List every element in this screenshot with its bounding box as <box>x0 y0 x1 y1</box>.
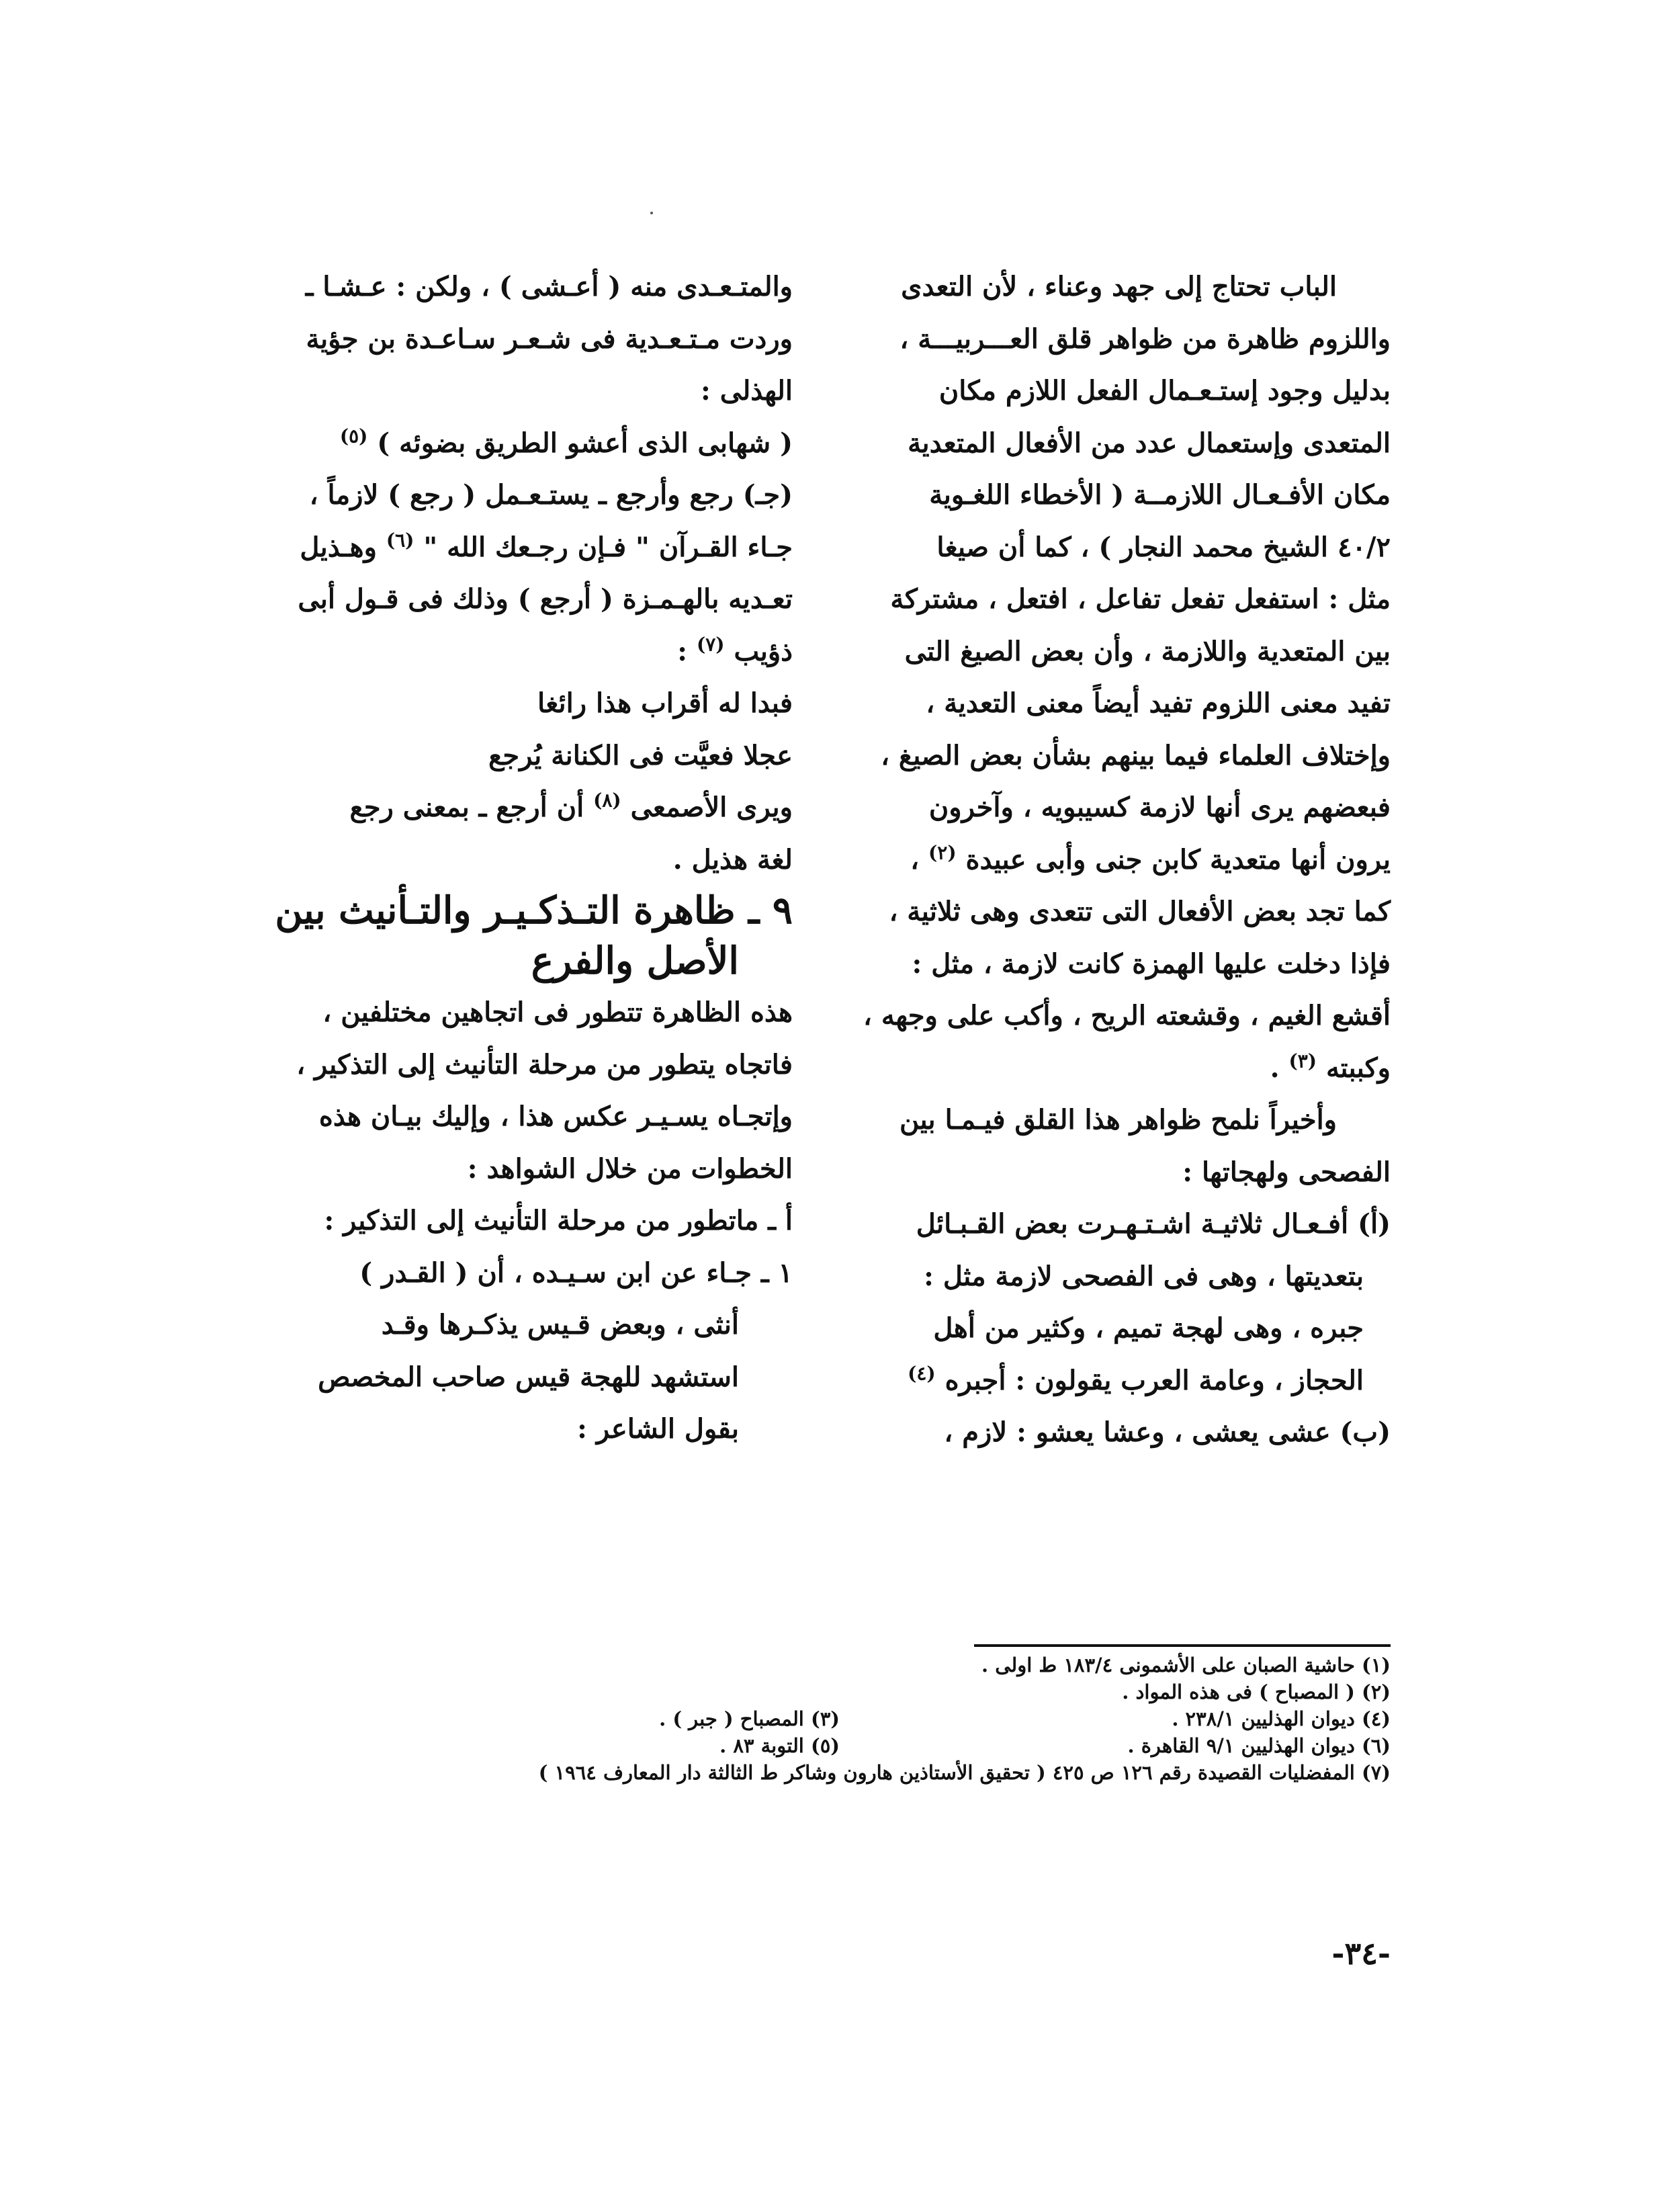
verse-line: عجلا فعيَّت فى الكنانة يُرجع <box>488 739 793 771</box>
text-line: مثل : استفعل تفعل تفاعل ، افتعل ، مشتركة <box>890 583 1391 615</box>
footnote: (٤) ديوان الهذليين ٢٣٨/١ . <box>1172 1707 1391 1730</box>
right-column <box>752 261 1391 1459</box>
left-column <box>188 261 793 1455</box>
text-segment: وهـذيل <box>300 531 386 563</box>
text-segment: أن أرجع ـ بمعنى رجع <box>349 792 594 823</box>
text-line <box>188 417 793 470</box>
page-number: -٣٤- <box>1331 1935 1391 1971</box>
text-line: (جـ) رجع وأرجع ـ يستـعـمل ( رجع ) لازماً ، <box>309 479 793 511</box>
footnote: (٣) المصباح ( جبر ) . <box>659 1707 840 1730</box>
text-line: (ب) عشى يعشى ، وعشا يعشو : لازم ، <box>944 1416 1391 1448</box>
footnote: (٢) ( المصباح ) فى هذه المواد . <box>1122 1681 1391 1703</box>
text-line <box>188 521 793 574</box>
text-line: وإختلاف العلماء فيما بينهم بشأن بعض الصيغ ، <box>881 739 1391 771</box>
text-line: تفيد معنى اللزوم تفيد أيضاً معنى التعدية ، <box>926 687 1391 719</box>
text-line: الفصحى ولهجاتها : <box>1182 1156 1391 1188</box>
text-line: والمتـعـدى منه ( أعـشى ) ، ولكن : عـشـا ـ <box>305 271 793 302</box>
verse-text: ( شهابى الذى أعشو الطريق بضوئه ) <box>377 427 793 459</box>
footnote: (٥) التوبة ٨٣ . <box>719 1734 840 1757</box>
punctuation: . <box>1270 1052 1289 1084</box>
footnote-ref: (٥) <box>339 425 368 448</box>
text-line: الهذلى : <box>701 375 793 407</box>
footnote-ref: (٨) <box>593 789 621 812</box>
text-line: الخطوات من خلال الشواهد : <box>467 1152 793 1185</box>
text-segment: يرون أنها متعدية كابن جنى وأبى عبيدة <box>965 843 1391 876</box>
text-line: هذه الظاهرة تتطور فى اتجاهين مختلفين ، <box>322 996 793 1028</box>
text-segment: : <box>677 635 697 667</box>
footnote-divider <box>974 1644 1391 1647</box>
text-line: بدليل وجود إستـعـمال الفعل اللازم مكان <box>938 375 1391 407</box>
text-line: واللزوم ظاهرة من ظواهر قلق العـــربيـــة ، <box>900 323 1391 355</box>
text-line: كما تجد بعض الأفعال التى تتعدى وهى ثلاثية ، <box>889 896 1391 927</box>
text-line: المتعدى وإستعمال عدد من الأفعال المتعدية <box>908 427 1391 459</box>
text-line <box>752 1042 1391 1095</box>
text-line: مكان الأفـعـال اللازمــة ( الأخطاء اللغـوية <box>929 479 1391 511</box>
text-line <box>188 781 793 834</box>
text-segment: جـاء القـرآن " فـإن رجـعك الله " <box>423 531 793 563</box>
text-line: فإذا دخلت عليها الهمزة كانت لازمة ، مثل : <box>912 947 1391 980</box>
footnote-ref: (٤) <box>908 1362 936 1385</box>
text-line: أ ـ ماتطور من مرحلة التأنيث إلى التذكير : <box>324 1205 793 1236</box>
text-line: الباب تحتاج إلى جهد وعناء ، لأن التعدى <box>901 271 1337 302</box>
text-line: وأخيراً نلمح ظواهر هذا القلق فيـمـا بين <box>900 1104 1337 1136</box>
text-line: جبره ، وهى لهجة تميم ، وكثير من أهل <box>933 1312 1364 1344</box>
text-line: بقول الشاعر : <box>577 1413 739 1445</box>
text-line <box>752 834 1391 886</box>
punctuation: ، <box>910 843 929 876</box>
footnote: (١) حاشية الصبان على الأشمونى ١٨٣/٤ ط اولى . <box>981 1654 1391 1676</box>
text-line: وإتجـاه يسـيـر عكس هذا ، وإليك بيـان هذه <box>318 1101 793 1132</box>
text-segment: ذؤيب <box>734 635 793 667</box>
footnotes-left <box>504 1705 840 1759</box>
section-heading: ٩ ـ ظاهرة التـذكـيـر والتـأنيث بين <box>275 888 793 933</box>
footnote: (٦) ديوان الهذليين ٩/١ القاهرة . <box>1127 1734 1391 1757</box>
text-line: بين المتعدية واللازمة ، وأن بعض الصيغ التى <box>904 635 1391 667</box>
section-heading: الأصل والفرع <box>531 939 739 983</box>
text-line: (أ) أفـعـال ثلاثيـة اشـتـهـرت بعض القـبـائل <box>916 1208 1391 1240</box>
text-line <box>752 1355 1391 1407</box>
footnote-ref: (٣) <box>1288 1050 1317 1072</box>
footnote-ref: (٢) <box>928 841 957 864</box>
text-segment: ويرى الأصمعى <box>630 792 793 823</box>
text-line: بتعديتها ، وهى فى الفصحى لازمة مثل : <box>924 1260 1364 1292</box>
text-line: فبعضهم يرى أنها لازمة كسيبويه ، وآخرون <box>928 792 1391 823</box>
text-line: ١ ـ جـاء عن ابن سـيـده ، أن ( القـدر ) <box>359 1257 793 1289</box>
text-line: استشهد للهجة قيس صاحب المخصص <box>318 1361 739 1393</box>
text-segment: الحجاز ، وعامة العرب يقولون : أجبره <box>945 1364 1364 1396</box>
text-line: أنثى ، وبعض قـيس يذكـرها وقـد <box>381 1309 739 1341</box>
text-line: ٤٠/٢ الشيخ محمد النجار ) ، كما أن صيغا <box>936 531 1391 563</box>
verse-line: فبدا له أقراب هذا رائغا <box>537 687 793 719</box>
text-line: فاتجاه يتطور من مرحلة التأنيث إلى التذكير ، <box>296 1048 793 1080</box>
footnote: (٧) المفضليات القصيدة رقم ١٢٦ ص ٤٢٥ ( تحقيق الأستاذين هارون وشاكر ط الثالثة دار المعارف ١٩٦٤ ) <box>538 1761 1391 1784</box>
text-line: وردت مـتـعـدية فى شـعـر سـاعـدة بن جؤية <box>306 323 793 355</box>
footnote-ref: (٦) <box>386 529 414 552</box>
text-segment: وكببته <box>1325 1052 1391 1084</box>
footnote-ref: (٧) <box>696 633 725 656</box>
text-line: لغة هذيل . <box>672 843 793 876</box>
speck-mark <box>650 212 653 214</box>
text-line <box>188 626 793 678</box>
text-line: تعـديه بالهـمـزة ( أرجع ) وذلك فى قـول أبى <box>298 583 793 615</box>
text-line: أقشع الغيم ، وقشعته الريح ، وأكب على وجهه ، <box>863 1000 1391 1031</box>
